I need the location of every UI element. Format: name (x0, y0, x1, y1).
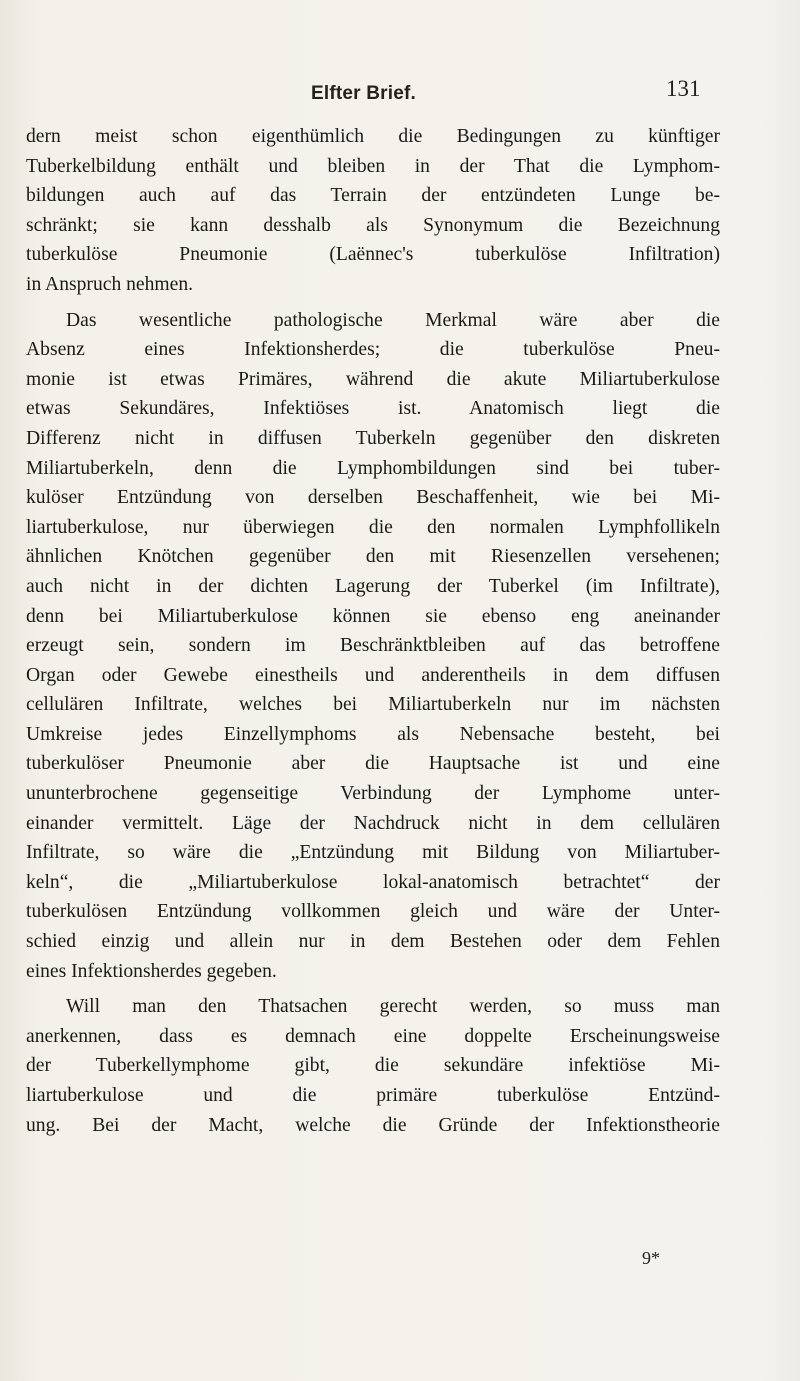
text-line: ununterbrochene gegenseitige Verbindung der Lymphome unter- (26, 783, 720, 805)
text-line: auch nicht in der dichten Lagerung der Tuberkel (im Infiltrate), (26, 575, 720, 597)
paragraph-1 (26, 122, 720, 300)
body-text (26, 122, 720, 1140)
text-line: liartuberkulose und die primäre tuberkulöse Entzünd- (26, 1085, 720, 1106)
text-line: monie ist etwas Primäres, während die akute Miliartuberkulose (26, 368, 720, 390)
text-line: tuberkulöser Pneumonie aber die Hauptsache ist und eine (26, 753, 720, 775)
paragraph-2 (26, 306, 720, 987)
page-number: 131 (666, 76, 701, 101)
text-line: Organ oder Gewebe einestheils und anderentheils in dem diffusen (26, 664, 720, 686)
text-line: ung. Bei der Macht, welche die Gründe der Infektionstheorie (26, 1114, 720, 1136)
text-line: Will man den Thatsachen gerecht werden, so muss man (66, 996, 720, 1018)
text-line: ähnlichen Knötchen gegenüber den mit Riesenzellen versehenen; (26, 546, 720, 568)
text-line: erzeugt sein, sondern im Beschränktbleiben auf das betroffene (26, 635, 720, 657)
text-line: in Anspruch nehmen. (26, 273, 194, 295)
running-head-title: Elfter Brief. (311, 83, 417, 104)
text-line: Infiltrate, so wäre die „Entzündung mit Bildung von Miliartuber- (26, 842, 720, 864)
text-line: tuberkulöse Pneumonie (Laënnec's tuberkulöse Infiltration) (26, 244, 720, 266)
text-line: keln“, die „Miliartuberkulose lokal-anatomisch betrachtet“ der (26, 871, 720, 893)
text-line: Das wesentliche pathologische Merkmal wäre aber die (66, 309, 720, 331)
text-line: Umkreise jedes Einzellymphoms als Nebensache besteht, bei (26, 723, 720, 745)
text-line: anerkennen, dass es demnach eine doppelte Erscheinungsweise (26, 1025, 720, 1047)
text-line: einander vermittelt. Läge der Nachdruck nicht in dem cellulären (26, 812, 720, 834)
text-line: cellulären Infiltrate, welches bei Miliartuberkeln nur im nächsten (26, 694, 720, 716)
text-line: kulöser Entzündung von derselben Beschaffenheit, wie bei Mi- (26, 487, 720, 509)
text-line: der Tuberkellymphome gibt, die sekundäre infektiöse Mi- (26, 1055, 720, 1077)
text-line: Tuberkelbildung enthält und bleiben in der That die Lymphom- (26, 155, 720, 177)
text-line: liartuberkulose, nur überwiegen die den normalen Lymphfollikeln (26, 516, 720, 538)
text-line: eines Infektionsherdes gegeben. (26, 960, 277, 982)
text-line: Differenz nicht in diffusen Tuberkeln gegenüber den diskreten (26, 427, 720, 449)
text-line: denn bei Miliartuberkulose können sie ebenso eng aneinander (26, 605, 720, 627)
text-line: dern meist schon eigenthümlich die Bedingungen zu künftiger (26, 126, 720, 147)
text-line: Absenz eines Infektionsherdes; die tuberkulöse Pneu- (26, 339, 720, 361)
paragraph-3 (26, 992, 720, 1140)
text-line: bildungen auch auf das Terrain der entzündeten Lunge be- (26, 185, 720, 207)
text-line: tuberkulösen Entzündung vollkommen gleich und wäre der Unter- (26, 901, 720, 923)
text-line: schränkt; sie kann desshalb als Synonymum die Bezeichnung (26, 214, 720, 236)
text-line: Miliartuberkeln, denn die Lymphombildungen sind bei tuber- (26, 457, 720, 479)
running-head (0, 76, 800, 110)
text-line: schied einzig und allein nur in dem Bestehen oder dem Fehlen (26, 931, 720, 953)
text-line: etwas Sekundäres, Infektiöses ist. Anatomisch liegt die (26, 398, 720, 420)
signature-mark: 9* (642, 1248, 660, 1268)
